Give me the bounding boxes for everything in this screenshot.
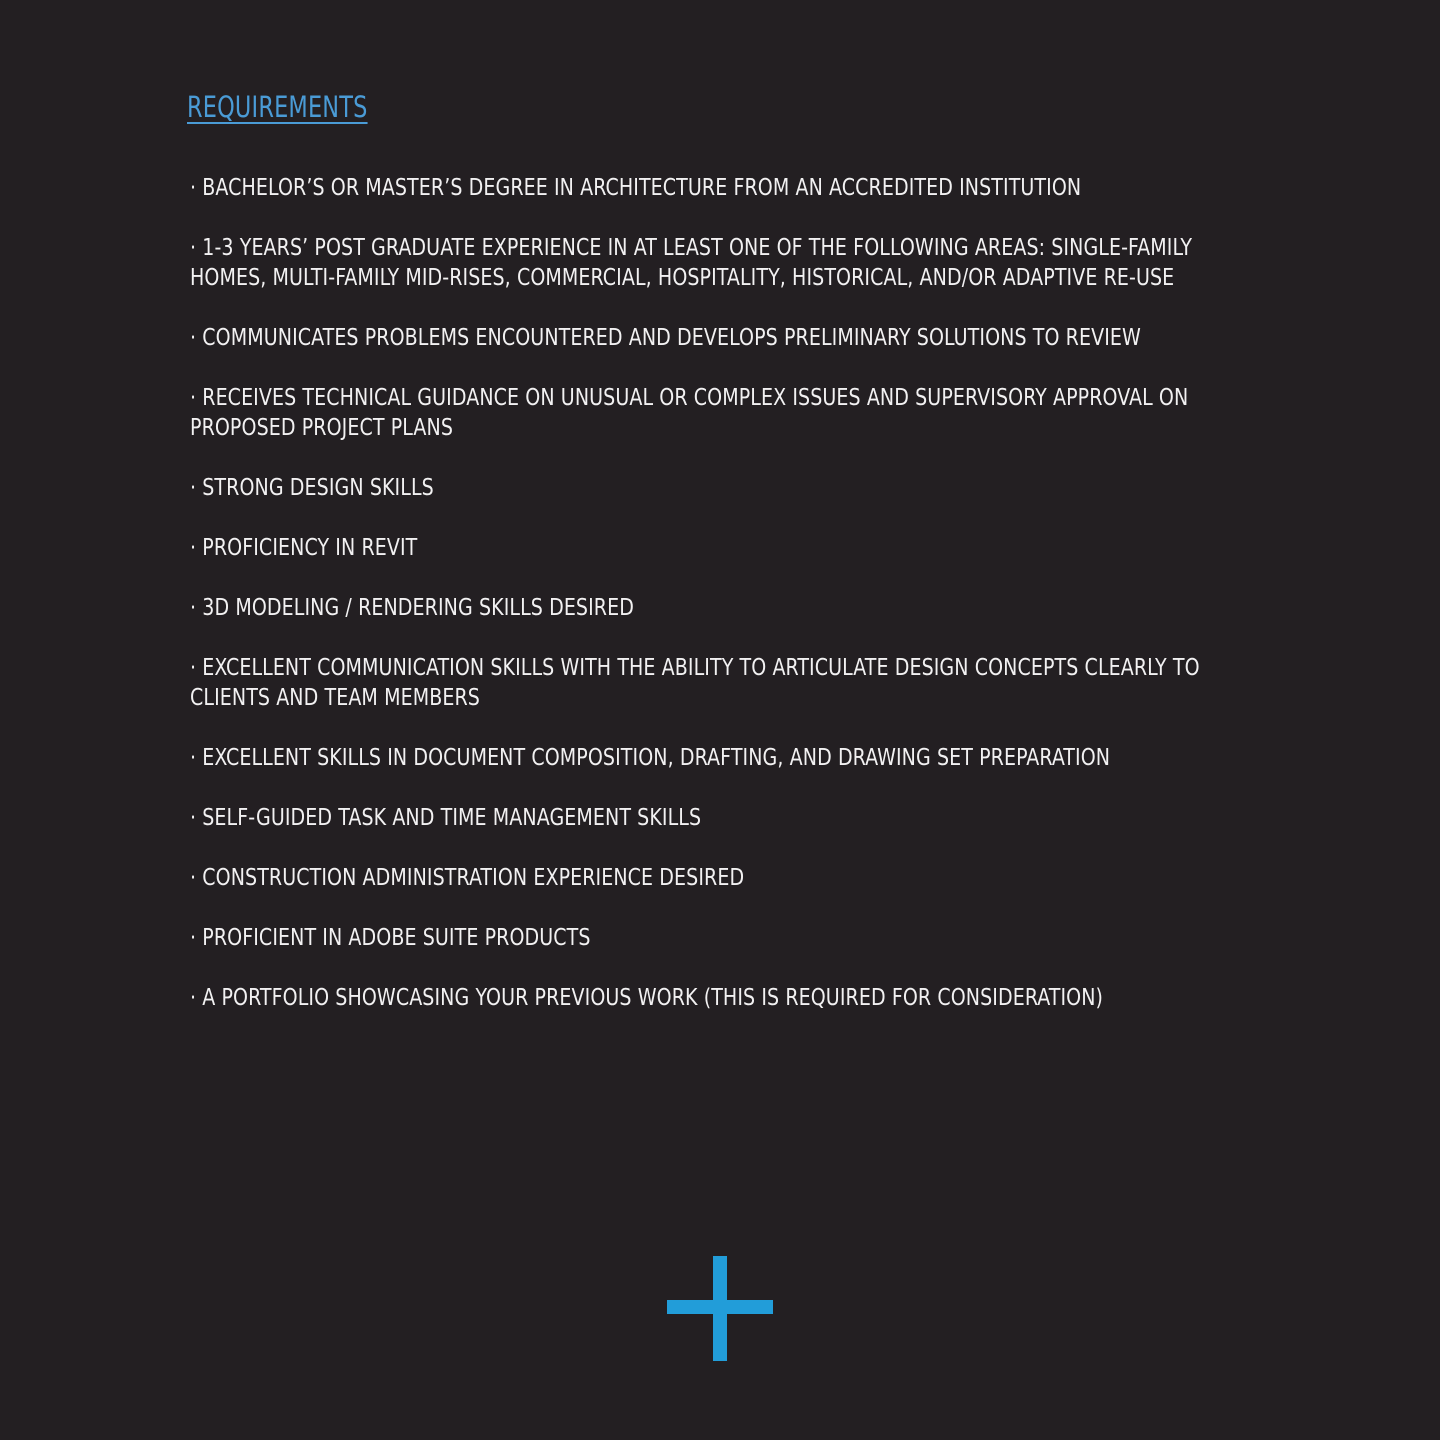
requirement-item: · PROFICIENCY IN REVIT [190,533,418,561]
requirement-item: · EXCELLENT SKILLS IN DOCUMENT COMPOSITION, DRAFTING, AND DRAWING SET PREPARATION [190,743,1111,771]
requirement-item: · BACHELOR’S OR MASTER’S DEGREE IN ARCHITECTURE FROM AN ACCREDITED INSTITUTION [190,173,1082,201]
requirement-item: · RECEIVES TECHNICAL GUIDANCE ON UNUSUAL OR COMPLEX ISSUES AND SUPERVISORY APPROVAL ON PROPOSED PROJECT PLANS [190,383,1189,441]
requirements-list [190,172,1435,1042]
requirement-item: · EXCELLENT COMMUNICATION SKILLS WITH THE ABILITY TO ARTICULATE DESIGN CONCEPTS CLEARLY TO CLIENTS AND TEAM MEMBERS [190,653,1200,711]
requirement-item: · A PORTFOLIO SHOWCASING YOUR PREVIOUS WORK (THIS IS REQUIRED FOR CONSIDERATION) [190,983,1104,1011]
plus-icon [667,1256,773,1361]
requirement-item: · CONSTRUCTION ADMINISTRATION EXPERIENCE DESIRED [190,863,745,891]
plus-icon-horizontal-bar [667,1300,773,1314]
requirement-item: · SELF-GUIDED TASK AND TIME MANAGEMENT SKILLS [190,803,702,831]
requirement-item: · PROFICIENT IN ADOBE SUITE PRODUCTS [190,923,591,951]
requirement-item: · 1-3 YEARS’ POST GRADUATE EXPERIENCE IN AT LEAST ONE OF THE FOLLOWING AREAS: SINGLE-FAMILY HOMES, MULTI-FAMILY MID-RISES, COMMERCIAL, HOSPITALITY, HISTORICAL, AND/OR ADAPTIVE RE-USE [190,233,1193,291]
requirement-item: · STRONG DESIGN SKILLS [190,473,434,501]
requirement-item: · COMMUNICATES PROBLEMS ENCOUNTERED AND DEVELOPS PRELIMINARY SOLUTIONS TO REVIEW [190,323,1141,351]
requirement-item: · 3D MODELING / RENDERING SKILLS DESIRED [190,593,634,621]
page-title: REQUIREMENTS [187,90,368,124]
